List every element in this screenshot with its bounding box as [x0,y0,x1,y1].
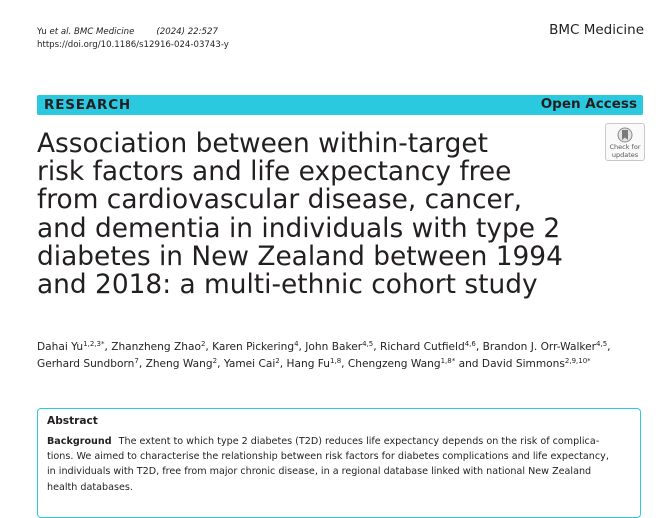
author-separator: , [607,341,611,353]
abstract-line [47,434,637,449]
author-name[interactable]: Yamei Cai [223,358,276,370]
author-affiliation: 2 [200,340,206,348]
citation-authors: Yu [37,27,50,37]
abstract-line: in individuals with T2D, free from major chronic disease, in a regional database linked with national New Zealand [47,466,592,478]
doi-link[interactable]: https://doi.org/10.1186/s12916-024-03743-y [37,40,229,50]
abstract-line: tions. We aimed to characterise the relationship between risk factors for diabetes complications and life expectancy, [47,451,609,463]
journal-name: BMC Medicine [549,22,644,38]
author-line [37,339,643,356]
abstract-text: The extent to which type 2 diabetes (T2D) reduces life expectancy depends on the risk of complica- [118,436,600,447]
author-separator: , [475,341,483,353]
check-for-updates-icon [617,127,633,143]
author-name[interactable]: John Baker [305,341,363,353]
article-type-banner [37,95,643,115]
title-line: and dementia in individuals with type 2 [37,212,561,244]
author-separator: , [217,358,224,370]
abstract-background [47,434,637,495]
article-type-label: RESEARCH [44,97,132,113]
author-name[interactable]: Gerhard Sundborn [37,358,135,370]
citation-journal: et al. BMC Medicine [49,27,135,37]
title-line: and 2018: a multi-ethnic cohort study [37,269,538,301]
abstract-heading: Abstract [47,415,98,427]
article-title [37,130,592,299]
author-separator: , [341,358,348,370]
author-line [37,356,643,373]
author-name[interactable]: David Simmons [481,358,565,370]
author-name[interactable]: Brandon J. Orr-Walker [482,341,597,353]
citation-line [37,26,229,39]
author-affiliation: 2 [275,357,280,365]
citation-volume: (2024) 22:527 [156,27,218,37]
author-affiliation: 4,6 [464,340,476,348]
author-separator: , [298,341,306,353]
author-name[interactable]: Dahai Yu [37,341,84,353]
citation-block [37,26,229,52]
open-access-label: Open Access [540,96,637,112]
background-label: Background [47,436,112,447]
author-affiliation: 1,2,3* [83,340,105,348]
check-for-updates-text-1: Check for [609,143,641,151]
author-affiliation: 4,5 [596,340,608,348]
check-for-updates-button[interactable] [605,123,645,161]
author-name[interactable]: Zheng Wang [145,358,213,370]
author-affiliation: 4,5 [362,340,374,348]
author-name[interactable]: Chengzeng Wang [347,358,441,370]
author-affiliation: 1,8* [440,357,456,365]
author-affiliation: 4 [294,340,299,348]
author-list [37,339,643,373]
author-affiliation: 2,9,10* [564,357,591,365]
check-for-updates-text-2: updates [611,151,639,159]
author-affiliation: 7 [134,357,139,365]
author-separator: , [104,341,112,353]
author-separator: and [455,358,482,370]
author-affiliation: 2 [212,357,218,365]
author-separator: , [205,341,213,353]
title-line: Association between within-target [37,128,488,159]
title-line: risk factors and life expectancy free [37,156,512,188]
author-name[interactable]: Richard Cutfield [379,341,465,353]
abstract-box [37,408,641,518]
author-affiliation: 1,8 [330,357,342,365]
author-name[interactable]: Hang Fu [286,358,331,370]
author-separator: , [373,341,380,353]
author-name[interactable]: Karen Pickering [212,341,295,353]
title-line: from cardiovascular disease, cancer, [37,184,523,216]
title-line: diabetes in New Zealand between 1994 [37,240,563,272]
author-separator: , [279,358,287,370]
abstract-line: health databases. [47,481,133,493]
author-name[interactable]: Zhanzheng Zhao [111,341,201,353]
author-separator: , [138,358,146,370]
